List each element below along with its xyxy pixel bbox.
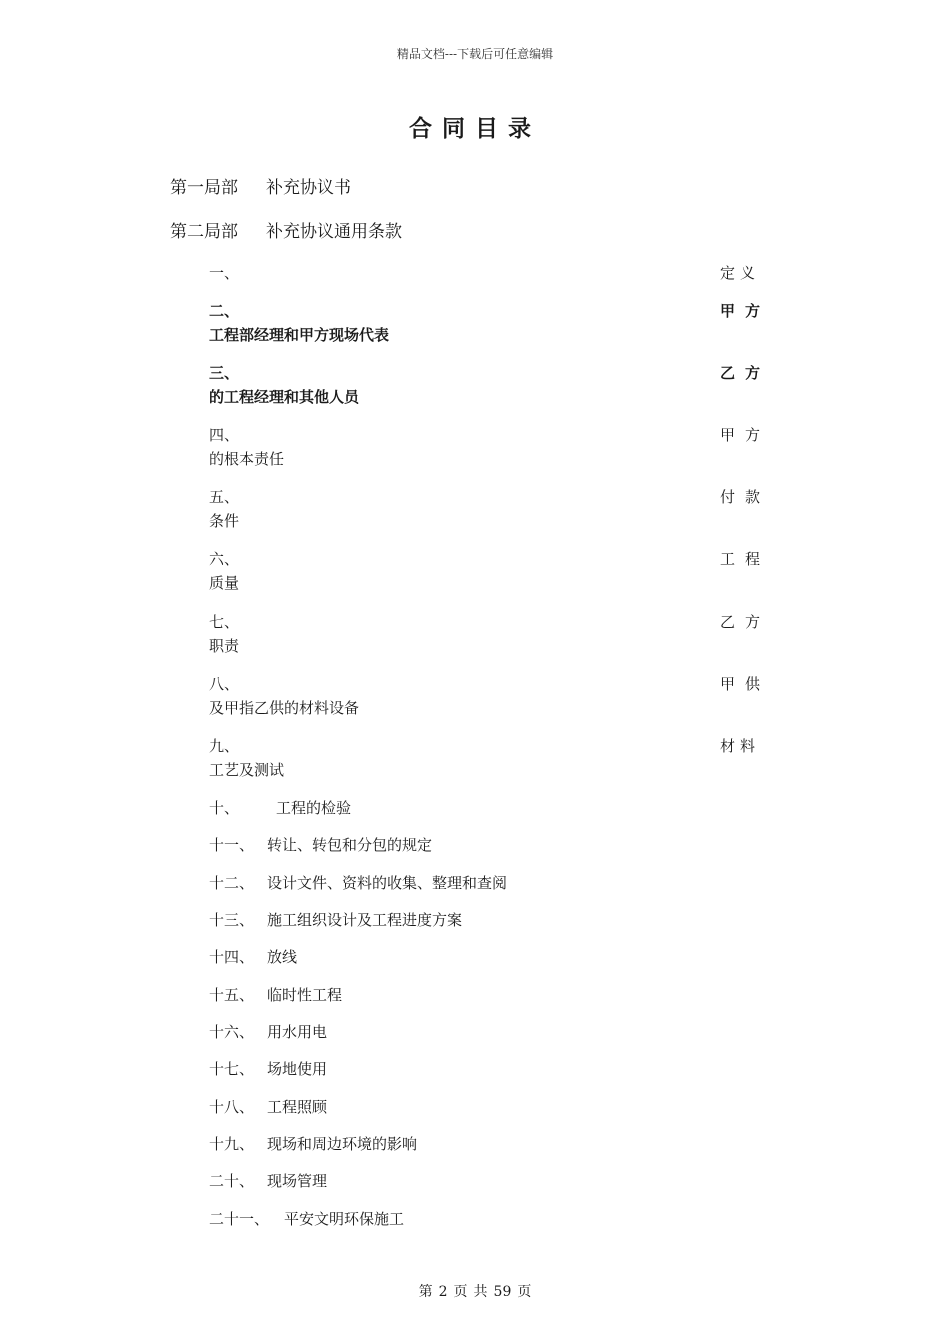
part-name: 补充协议书 [266, 178, 351, 198]
entry-rest: 职责 [209, 637, 240, 655]
entry-number: 七、 [209, 613, 240, 631]
entry-text: 平安文明环保施工 [284, 1210, 405, 1228]
footer-label: 第 [418, 1284, 433, 1300]
entry-text: 工程的检验 [276, 799, 352, 817]
part-number: 第二局部 [170, 222, 238, 242]
entry-text: 施工组织设计及工程进度方案 [267, 911, 463, 929]
entry-lead: 材料 [720, 737, 761, 755]
page-title: 合同目录 [409, 116, 541, 142]
entry-text: 现场和周边环境的影响 [267, 1135, 418, 1153]
footer-label: 共 [473, 1284, 488, 1300]
entry-number: 十四、 [209, 948, 255, 966]
entry-number: 二十、 [209, 1172, 255, 1190]
entry-text: 场地使用 [267, 1060, 328, 1078]
entry-number: 十七、 [209, 1060, 255, 1078]
entry-text: 用水用电 [267, 1023, 328, 1041]
footer-label: 页 [453, 1284, 468, 1300]
entry-lead: 定义 [720, 264, 761, 282]
entry-lead: 工程 [720, 550, 771, 568]
entry-number: 十一、 [209, 836, 255, 854]
entry-number: 一、 [209, 264, 240, 282]
entry-number: 六、 [209, 550, 240, 568]
part-number: 第一局部 [170, 178, 238, 198]
part-heading-2 [170, 217, 402, 242]
entry-number: 十六、 [209, 1023, 255, 1041]
entry-number: 十九、 [209, 1135, 255, 1153]
entry-lead: 甲供 [720, 675, 771, 693]
entry-number: 十、 [209, 799, 240, 817]
part-name: 补充协议通用条款 [266, 222, 402, 242]
entry-text: 现场管理 [267, 1172, 328, 1190]
entry-number: 十八、 [209, 1098, 255, 1116]
entry-lead: 甲方 [720, 426, 771, 444]
entry-lead: 乙方 [720, 364, 771, 382]
entry-number: 四、 [209, 426, 240, 444]
entry-lead: 付款 [720, 488, 771, 506]
entry-rest: 的根本责任 [209, 450, 285, 468]
entry-number: 十五、 [209, 986, 255, 1004]
entry-rest: 工艺及测试 [209, 761, 285, 779]
entry-rest: 质量 [209, 574, 240, 592]
entry-number: 九、 [209, 737, 240, 755]
part-heading-1 [170, 173, 351, 198]
entry-number: 五、 [209, 488, 240, 506]
entry-rest: 条件 [209, 512, 240, 530]
entry-text: 工程照顾 [267, 1098, 328, 1116]
entry-text: 设计文件、资料的收集、整理和查阅 [267, 874, 508, 892]
entry-text: 转让、转包和分包的规定 [267, 836, 433, 854]
entry-number: 八、 [209, 675, 240, 693]
footer-page-current: 2 [438, 1284, 448, 1300]
entry-rest: 的工程经理和其他人员 [209, 388, 360, 406]
entry-lead: 乙方 [720, 613, 771, 631]
entry-number: 二、 [209, 302, 240, 320]
entry-number: 三、 [209, 364, 240, 382]
entry-text: 放线 [267, 948, 298, 966]
footer-label: 页 [517, 1284, 532, 1300]
running-header: 精品文档---下载后可任意编辑 [396, 47, 554, 61]
entry-lead: 甲方 [720, 302, 771, 320]
footer-page-total: 59 [493, 1284, 512, 1300]
entry-number: 十二、 [209, 874, 255, 892]
entry-rest: 及甲指乙供的材料设备 [209, 699, 360, 717]
entry-number: 十三、 [209, 911, 255, 929]
entry-text: 临时性工程 [267, 986, 343, 1004]
entry-rest: 工程部经理和甲方现场代表 [209, 326, 390, 344]
entry-number: 二十一、 [209, 1210, 270, 1228]
page-footer [0, 1281, 950, 1301]
